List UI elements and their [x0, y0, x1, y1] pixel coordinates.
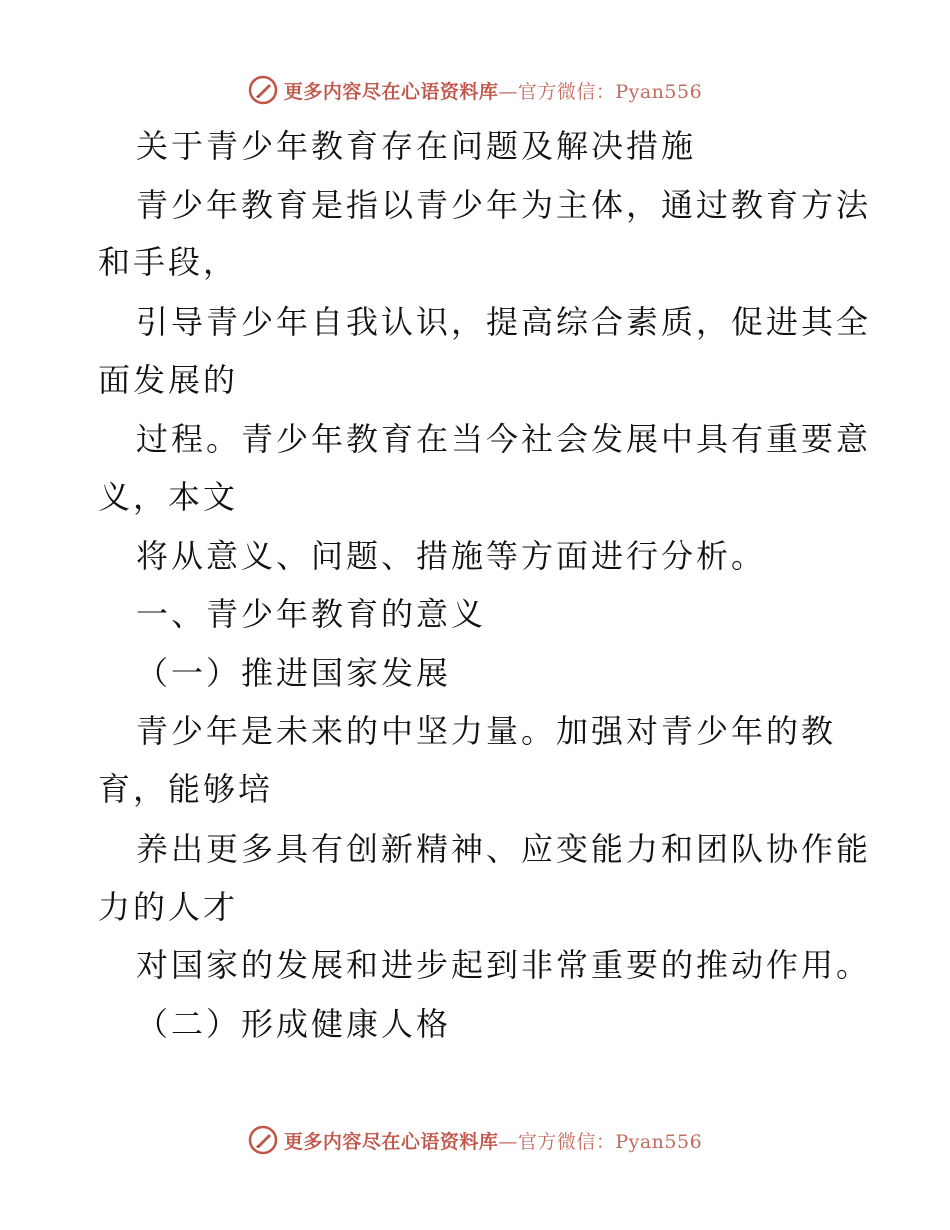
paragraph-line: 过程。青少年教育在当今社会发展中具有重要意	[136, 420, 872, 458]
header-watermark	[0, 70, 950, 110]
watermark-contact: 官方微信：Pyan556	[517, 80, 703, 103]
document-title: 关于青少年教育存在问题及解决措施	[136, 127, 697, 165]
paragraph-line: 育，能够培	[98, 770, 274, 808]
paragraph-line: 将从意义、问题、措施等方面进行分析。	[136, 537, 767, 575]
watermark-dash: —	[498, 80, 518, 103]
paragraph-line: 对国家的发展和进步起到非常重要的推动作用。	[136, 946, 872, 984]
watermark-text	[284, 1127, 702, 1154]
paragraph-line: 养出更多具有创新精神、应变能力和团队协作能	[136, 830, 872, 868]
paragraph-line: 青少年教育是指以青少年为主体，通过教育方法	[136, 186, 872, 224]
quill-logo-icon	[248, 1125, 278, 1155]
paragraph-line: 义，本文	[98, 478, 239, 516]
watermark-brand: 更多内容尽在心语资料库	[283, 1130, 499, 1153]
footer-watermark	[0, 1120, 950, 1160]
watermark-brand: 更多内容尽在心语资料库	[283, 80, 499, 103]
section-heading: 一、青少年教育的意义	[136, 595, 487, 633]
watermark-text	[284, 77, 702, 104]
paragraph-line: 面发展的	[98, 361, 239, 399]
quill-logo-icon	[248, 75, 278, 105]
watermark-contact: 官方微信：Pyan556	[517, 1130, 703, 1153]
subsection-heading: （一）推进国家发展	[136, 654, 452, 692]
paragraph-line: 青少年是未来的中坚力量。加强对青少年的教	[136, 712, 837, 750]
paragraph-line: 力的人才	[98, 888, 239, 926]
subsection-heading: （二）形成健康人格	[136, 1005, 452, 1043]
paragraph-line: 引导青少年自我认识，提高综合素质，促进其全	[136, 303, 872, 341]
paragraph-line: 和手段，	[98, 243, 239, 281]
watermark-dash: —	[498, 1130, 518, 1153]
